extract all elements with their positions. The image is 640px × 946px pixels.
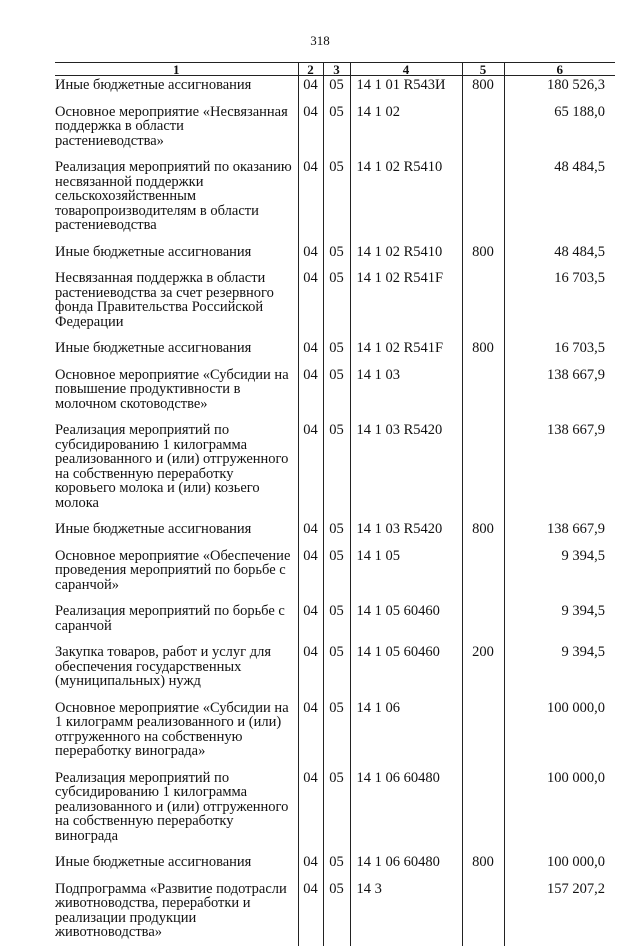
- table-row: [55, 271, 615, 341]
- row-col-5: [462, 604, 504, 645]
- row-col-2: 04: [298, 549, 323, 605]
- row-code: 14 1 03 R5420: [350, 423, 462, 522]
- row-code: 14 1 02: [350, 105, 462, 161]
- row-name: Закупка товаров, работ и услуг для обеспечения государственных (муниципальных) нужд: [55, 644, 272, 689]
- row-col-5: [462, 271, 504, 341]
- row-col-2: 04: [298, 368, 323, 424]
- budget-table: [55, 62, 615, 946]
- row-col-3: 05: [323, 645, 350, 701]
- row-name: Несвязанная поддержка в области растениеводства за счет резервного фонда Правительства Российской Федерации: [55, 270, 274, 330]
- table-body: [55, 76, 615, 946]
- row-col-2: 04: [298, 76, 323, 105]
- row-col-2: 04: [298, 645, 323, 701]
- row-amount: 16 703,5: [504, 271, 615, 341]
- row-col-5: [462, 368, 504, 424]
- table-row: [55, 76, 615, 105]
- row-name: Иные бюджетные ассигнования: [55, 77, 252, 93]
- row-amount: 16 703,5: [504, 341, 615, 368]
- row-col-5: [462, 549, 504, 605]
- row-name: Основное мероприятие «Субсидии на 1 килограмм реализованного и (или) отгруженного на собственную переработку винограда»: [55, 699, 289, 759]
- row-col-2: 04: [298, 855, 323, 882]
- row-name: Реализация мероприятий по борьбе с саранчой: [55, 603, 285, 634]
- row-code: 14 3: [350, 882, 462, 946]
- row-name: Реализация мероприятий по субсидированию 1 килограмма реализованного и (или) отгруженного на собственную переработку винограда: [55, 769, 289, 844]
- table-row: [55, 855, 615, 882]
- header-col-2: 2: [298, 63, 323, 76]
- row-col-3: 05: [323, 271, 350, 341]
- row-name: Иные бюджетные ассигнования: [55, 854, 252, 870]
- row-amount: 138 667,9: [504, 522, 615, 549]
- row-name: Иные бюджетные ассигнования: [55, 521, 252, 537]
- row-col-3: 05: [323, 105, 350, 161]
- header-col-5: 5: [462, 63, 504, 76]
- row-amount: 138 667,9: [504, 368, 615, 424]
- row-code: 14 1 03: [350, 368, 462, 424]
- row-amount: 157 207,2: [504, 882, 615, 946]
- table-row: [55, 771, 615, 856]
- page-number: 318: [310, 33, 330, 48]
- row-col-5: [462, 701, 504, 771]
- row-amount: 48 484,5: [504, 245, 615, 272]
- row-col-3: 05: [323, 245, 350, 272]
- table-row: [55, 645, 615, 701]
- row-col-2: 04: [298, 271, 323, 341]
- row-col-3: 05: [323, 368, 350, 424]
- row-col-2: 04: [298, 522, 323, 549]
- row-col-3: 05: [323, 882, 350, 946]
- row-col-5: 800: [462, 341, 504, 368]
- row-col-2: 04: [298, 701, 323, 771]
- row-name: Основное мероприятие «Обеспечение проведения мероприятий по борьбе с саранчой»: [55, 547, 291, 593]
- row-name: Иные бюджетные ассигнования: [55, 243, 252, 260]
- row-col-5: [462, 105, 504, 161]
- row-code: 14 1 06: [350, 701, 462, 771]
- row-col-2: 04: [298, 771, 323, 856]
- table-row: [55, 549, 615, 605]
- row-amount: 100 000,0: [504, 701, 615, 771]
- table-header: [55, 63, 615, 76]
- row-name: Подпрограмма «Развитие подотрасли животноводства, переработки и реализации продукции животноводства»: [55, 880, 287, 940]
- header-col-4: 4: [350, 63, 462, 76]
- row-col-3: 05: [323, 423, 350, 522]
- table-row: [55, 105, 615, 161]
- row-col-5: 800: [462, 522, 504, 549]
- table-row: [55, 604, 615, 645]
- row-col-3: 05: [323, 76, 350, 105]
- header-col-1: 1: [55, 63, 298, 76]
- row-code: 14 1 06 60480: [350, 855, 462, 882]
- table-row: [55, 423, 615, 522]
- row-amount: 138 667,9: [504, 423, 615, 522]
- row-col-2: 04: [298, 105, 323, 161]
- table-row: [55, 245, 615, 272]
- table-row: [55, 701, 615, 771]
- table-row: [55, 368, 615, 424]
- row-col-3: 05: [323, 771, 350, 856]
- row-col-3: 05: [323, 160, 350, 245]
- row-col-5: [462, 160, 504, 245]
- row-col-5: 800: [462, 76, 504, 105]
- row-col-2: 04: [298, 604, 323, 645]
- row-name: Основное мероприятие «Субсидии на повышение продуктивности в молочном скотоводстве»: [55, 366, 289, 412]
- row-code: 14 1 02 R5410: [350, 160, 462, 245]
- table-row: [55, 522, 615, 549]
- row-code: 14 1 06 60480: [350, 771, 462, 856]
- row-name: Основное мероприятие «Несвязанная поддержка в области растениеводства»: [55, 103, 288, 149]
- row-amount: 48 484,5: [504, 160, 615, 245]
- row-name: Реализация мероприятий по субсидированию 1 килограмма реализованного и (или) отгруженного на собственную переработку коровьего молока и (или) козьего молока: [55, 422, 289, 511]
- row-col-3: 05: [323, 549, 350, 605]
- row-col-3: 05: [323, 604, 350, 645]
- row-amount: 9 394,5: [504, 604, 615, 645]
- row-col-2: 04: [298, 882, 323, 946]
- header-col-3: 3: [323, 63, 350, 76]
- row-code: 14 1 03 R5420: [350, 522, 462, 549]
- row-col-3: 05: [323, 341, 350, 368]
- row-name: Иные бюджетные ассигнования: [55, 340, 252, 356]
- row-amount: 9 394,5: [504, 645, 615, 701]
- row-col-2: 04: [298, 423, 323, 522]
- row-code: 14 1 01 R543И: [350, 76, 462, 105]
- row-code: 14 1 05 60460: [350, 645, 462, 701]
- row-amount: 100 000,0: [504, 771, 615, 856]
- row-amount: 100 000,0: [504, 855, 615, 882]
- row-col-5: [462, 882, 504, 946]
- row-code: 14 1 02 R541F: [350, 341, 462, 368]
- row-col-3: 05: [323, 855, 350, 882]
- header-col-6: 6: [504, 63, 615, 76]
- table-row: [55, 882, 615, 946]
- row-col-2: 04: [298, 245, 323, 272]
- row-amount: 9 394,5: [504, 549, 615, 605]
- row-code: 14 1 05: [350, 549, 462, 605]
- budget-table-container: [55, 62, 615, 946]
- row-col-3: 05: [323, 522, 350, 549]
- row-col-2: 04: [298, 341, 323, 368]
- table-row: [55, 160, 615, 245]
- row-col-5: 800: [462, 245, 504, 272]
- row-col-5: [462, 423, 504, 522]
- row-amount: 65 188,0: [504, 105, 615, 161]
- row-col-2: 04: [298, 160, 323, 245]
- table-row: [55, 341, 615, 368]
- row-col-5: [462, 771, 504, 856]
- row-col-5: 200: [462, 645, 504, 701]
- row-code: 14 1 02 R5410: [350, 245, 462, 272]
- row-code: 14 1 05 60460: [350, 604, 462, 645]
- row-amount: 180 526,3: [504, 76, 615, 105]
- row-col-3: 05: [323, 701, 350, 771]
- row-name: Реализация мероприятий по оказанию несвязанной поддержки сельскохозяйственным товаропроизводителям в области растениеводства: [55, 159, 292, 233]
- row-col-5: 800: [462, 855, 504, 882]
- row-code: 14 1 02 R541F: [350, 271, 462, 341]
